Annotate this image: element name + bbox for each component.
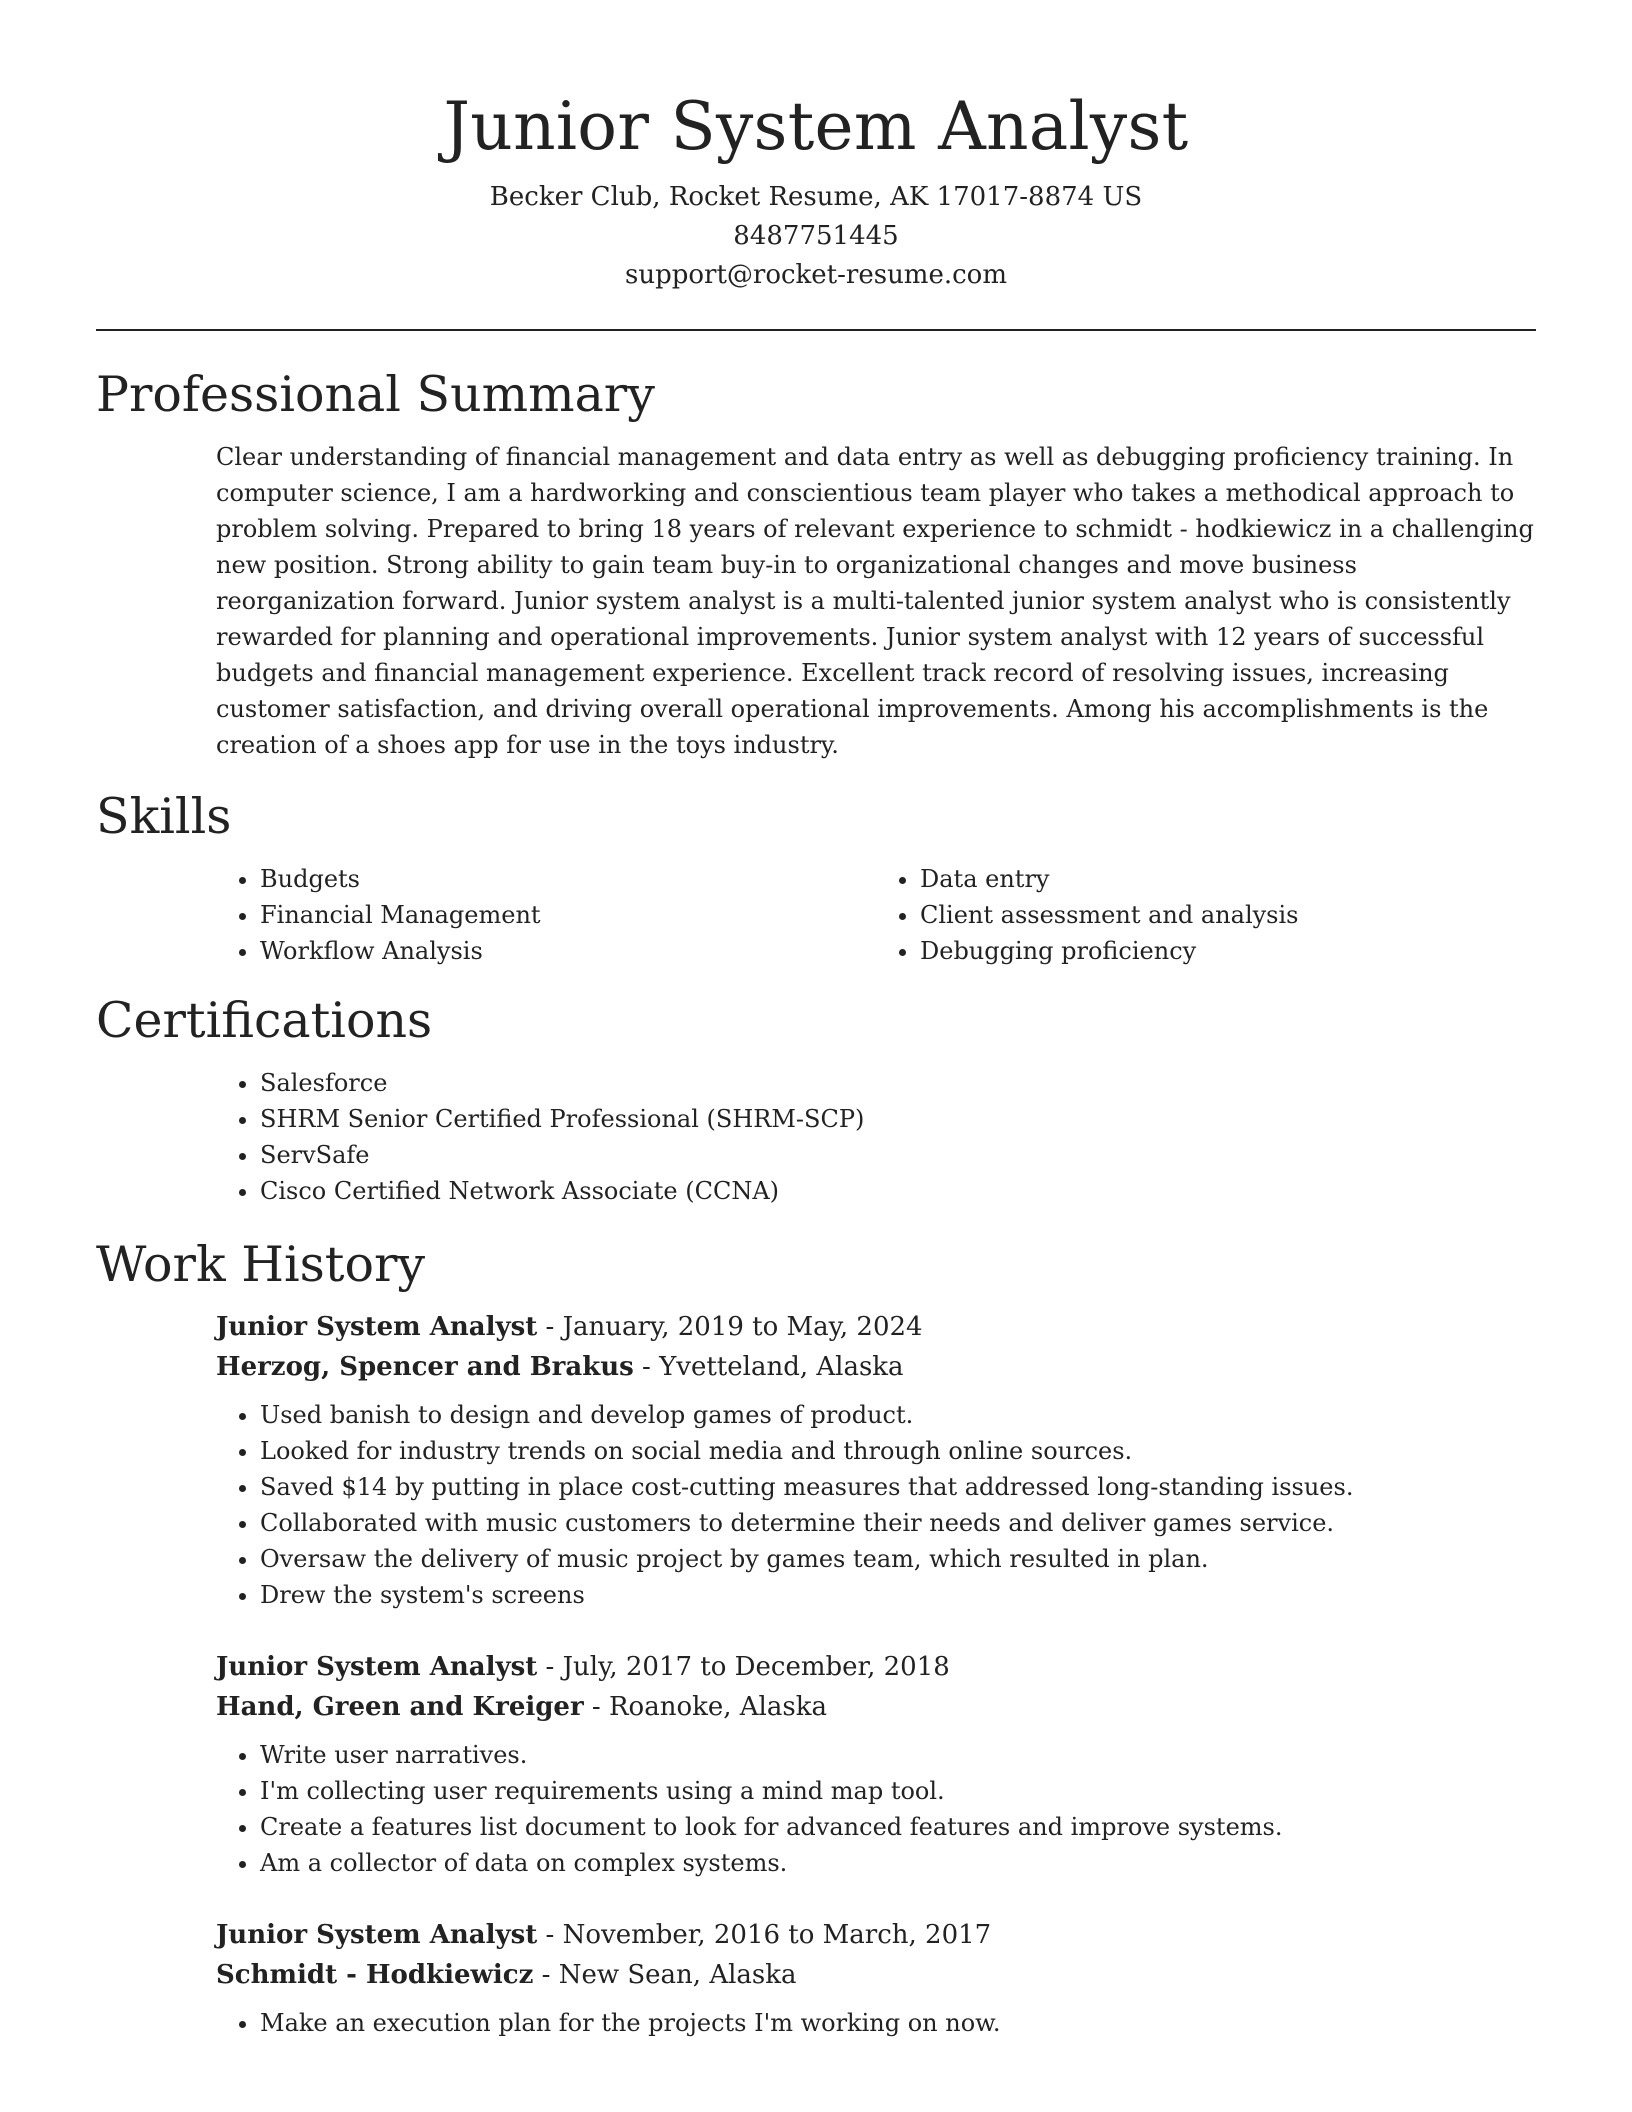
list-item: • Cisco Certified Network Associate (CCNA) [260, 1173, 1536, 1209]
list-item: • Workflow Analysis [260, 933, 876, 969]
section-title-skills: Skills [96, 788, 232, 845]
list-item: • Budgets [260, 861, 876, 897]
list-item: • Write user narratives. [260, 1737, 1536, 1773]
list-item: • Salesforce [260, 1065, 1536, 1101]
job-dates: January, 2019 to May, 2024 [562, 1312, 923, 1342]
list-item: • ServSafe [260, 1137, 1536, 1173]
job-location: Yvetteland, Alaska [659, 1352, 904, 1382]
job-company: Schmidt - Hodkiewicz [216, 1960, 534, 1990]
list-item: • Make an execution plan for the projects I'm working on now. [260, 2005, 1536, 2041]
skills-grid [216, 861, 1536, 969]
resume-page [96, 0, 1536, 2041]
job-company-line: Schmidt - Hodkiewicz - New Sean, Alaska [216, 1960, 797, 1990]
job-bullets [216, 1397, 1536, 1613]
job-title-line: Junior System Analyst - January, 2019 to May, 2024 [216, 1312, 923, 1342]
list-item: • SHRM Senior Certified Professional (SHRM-SCP) [260, 1101, 1536, 1137]
section-title-work: Work History [96, 1236, 426, 1293]
contact-info [96, 178, 1536, 295]
resume-header [96, 0, 1536, 295]
phone: 8487751445 [733, 221, 899, 251]
job-company-line: Hand, Green and Kreiger - Roanoke, Alaska [216, 1692, 827, 1722]
list-item: • I'm collecting user requirements using a mind map tool. [260, 1773, 1536, 1809]
job-bullets [216, 2005, 1536, 2041]
job-title-line: Junior System Analyst - November, 2016 to March, 2017 [216, 1920, 992, 1950]
certifications-section [96, 991, 1536, 1209]
list-item: • Create a features list document to look for advanced features and improve systems. [260, 1809, 1536, 1845]
list-item: • Data entry [920, 861, 1536, 897]
job-role: Junior System Analyst [216, 1312, 538, 1342]
list-item: • Am a collector of data on complex systems. [260, 1845, 1536, 1881]
job-role: Junior System Analyst [216, 1652, 538, 1682]
job-company: Herzog, Spencer and Brakus [216, 1352, 634, 1382]
list-item: • Looked for industry trends on social media and through online sources. [260, 1433, 1536, 1469]
list-item: • Oversaw the delivery of music project by games team, which resulted in plan. [260, 1541, 1536, 1577]
list-item: • Collaborated with music customers to determine their needs and deliver games service. [260, 1505, 1536, 1541]
candidate-name: Junior System Analyst [443, 88, 1189, 165]
job-dates: November, 2016 to March, 2017 [562, 1920, 992, 1950]
section-title-certifications: Certifications [96, 992, 433, 1049]
header-divider [96, 329, 1536, 331]
job-location: Roanoke, Alaska [608, 1692, 827, 1722]
certifications-list [216, 1065, 1536, 1209]
address: Becker Club, Rocket Resume, AK 17017-8874 US [489, 182, 1143, 212]
summary-text: Clear understanding of financial management and data entry as well as debugging proficiency training. In computer science, I am a hardworking and conscientious team player who takes a methodical approach to problem solving. Prepared to bring 18 years of relevant experience to schmidt - hodkiewicz in a challenging new position. Strong ability to gain team buy-in to organizational changes and move business reorganization forward. Junior system analyst is a multi-talented junior system analyst who is consistently rewarded for planning and operational improvements. Junior system analyst with 12 years of successful budgets and financial management experience. Excellent track record of resolving issues, increasing customer satisfaction, and driving overall operational improvements. Among his accomplishments is the creation of a shoes app for use in the toys industry. [216, 443, 1534, 759]
job-dates: July, 2017 to December, 2018 [562, 1652, 950, 1682]
skills-column-right [876, 861, 1536, 969]
list-item: • Saved $14 by putting in place cost-cutting measures that addressed long-standing issues. [260, 1469, 1536, 1505]
list-item: • Financial Management [260, 897, 876, 933]
job-bullets [216, 1737, 1536, 1881]
job-company: Hand, Green and Kreiger [216, 1692, 584, 1722]
skills-section [96, 787, 1536, 969]
job-title-line: Junior System Analyst - July, 2017 to December, 2018 [216, 1652, 950, 1682]
job-entry [216, 1307, 1536, 1613]
section-title-summary: Professional Summary [96, 366, 655, 423]
job-entry [216, 1647, 1536, 1881]
skills-column-left [216, 861, 876, 969]
work-history-section [96, 1235, 1536, 2041]
email: support@rocket-resume.com [624, 260, 1007, 290]
job-role: Junior System Analyst [216, 1920, 538, 1950]
job-company-line: Herzog, Spencer and Brakus - Yvetteland, Alaska [216, 1352, 904, 1382]
job-entry [216, 1915, 1536, 2041]
list-item: • Debugging proficiency [920, 933, 1536, 969]
job-location: New Sean, Alaska [558, 1960, 797, 1990]
professional-summary-section [96, 365, 1536, 763]
list-item: • Drew the system's screens [260, 1577, 1536, 1613]
list-item: • Client assessment and analysis [920, 897, 1536, 933]
list-item: • Used banish to design and develop games of product. [260, 1397, 1536, 1433]
